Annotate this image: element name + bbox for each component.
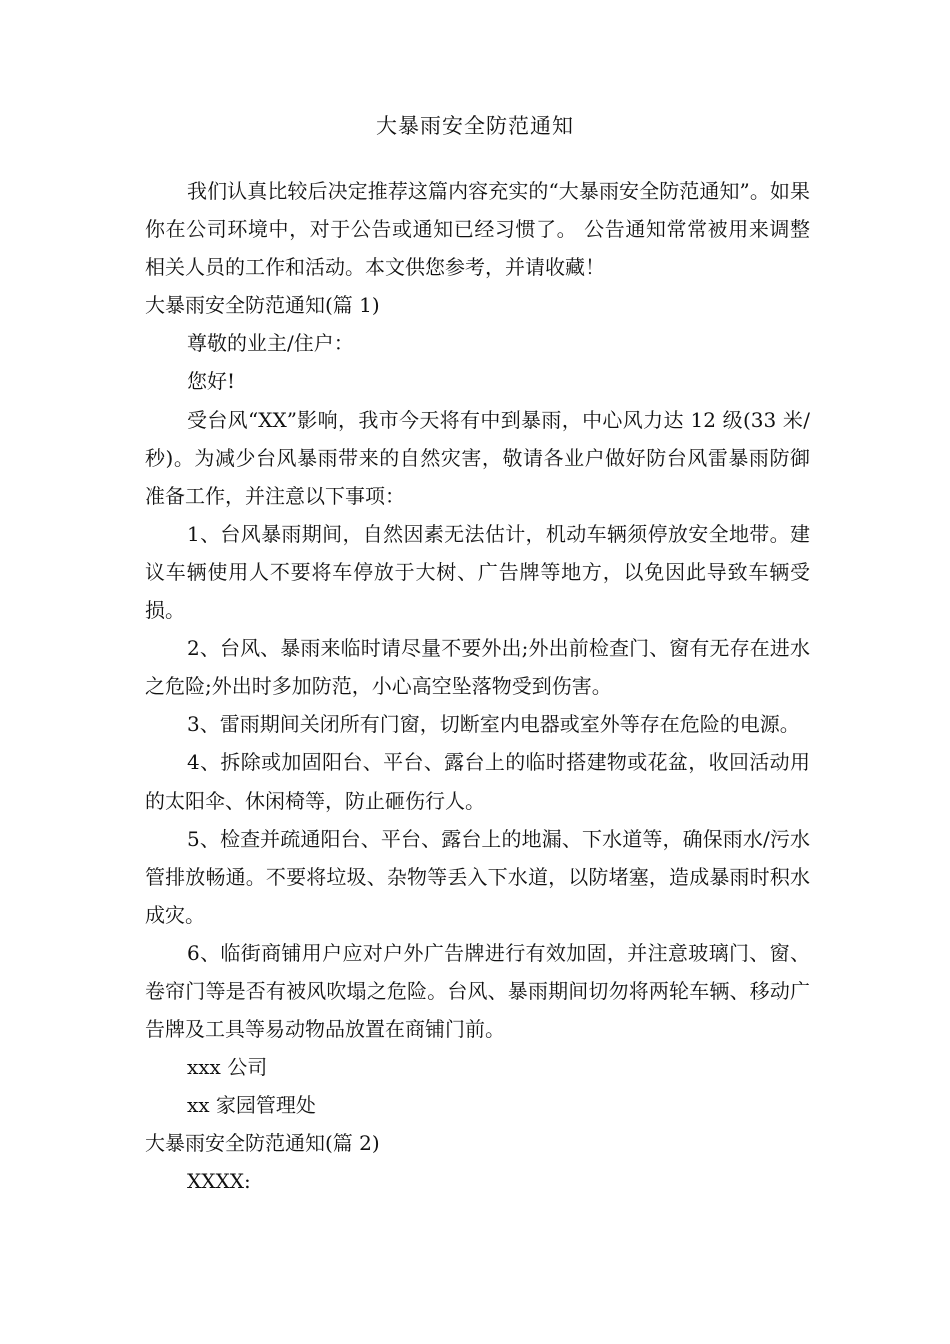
notice-item-1: 1、台风暴雨期间，自然因素无法估计，机动车辆须停放安全地带。建议车辆使用人不要将车停放于大树、广告牌等地方，以免因此导致车辆受损。: [145, 521, 810, 623]
document-title: 大暴雨安全防范通知: [376, 114, 574, 138]
salutation-paragraph-2: XXXX:: [187, 1169, 251, 1194]
signature-office: xx 家园管理处: [187, 1093, 316, 1118]
signature-company: xxx 公司: [187, 1055, 268, 1080]
salutation-paragraph: 尊敬的业主/住户：: [187, 331, 354, 356]
document-body: [145, 172, 810, 1201]
section-heading-2: 大暴雨安全防范通知(篇 2): [145, 1131, 380, 1156]
intro-paragraph: 我们认真比较后决定推荐这篇内容充实的“大暴雨安全防范通知”。如果你在公司环境中，对于公告或通知已经习惯了。 公告通知常常被用来调整相关人员的工作和活动。本文供您参考，并请收藏！: [145, 179, 810, 280]
notice-item-4: 4、拆除或加固阳台、平台、露台上的临时搭建物或花盆，收回活动用的太阳伞、休闲椅等，防止砸伤行人。: [145, 750, 810, 813]
notice-item-2: 2、台风、暴雨来临时请尽量不要外出;外出前检查门、窗有无存在进水之危险;外出时多加防范，小心高空坠落物受到伤害。: [145, 636, 810, 699]
opening-paragraph: 受台风“XX”影响，我市今天将有中到暴雨，中心风力达 12 级(33 米/秒)。为减少台风暴雨带来的自然灾害，敬请各业户做好防台风雷暴雨防御准备工作，并注意以下事项：: [145, 407, 810, 508]
notice-item-5: 5、检查并疏通阳台、平台、露台上的地漏、下水道等，确保雨水/污水管排放畅通。不要将垃圾、杂物等丢入下水道，以防堵塞，造成暴雨时积水成灾。: [145, 826, 810, 927]
greeting-paragraph: 您好!: [187, 369, 236, 394]
notice-item-3: 3、雷雨期间关闭所有门窗，切断室内电器或室外等存在危险的电源。: [187, 712, 800, 737]
notice-item-6: 6、临街商铺用户应对户外广告牌进行有效加固，并注意玻璃门、窗、卷帘门等是否有被风吹塌之危险。台风、暴雨期间切勿将两轮车辆、移动广告牌及工具等易动物品放置在商铺门前。: [145, 940, 810, 1042]
section-heading-1: 大暴雨安全防范通知(篇 1): [145, 293, 380, 318]
